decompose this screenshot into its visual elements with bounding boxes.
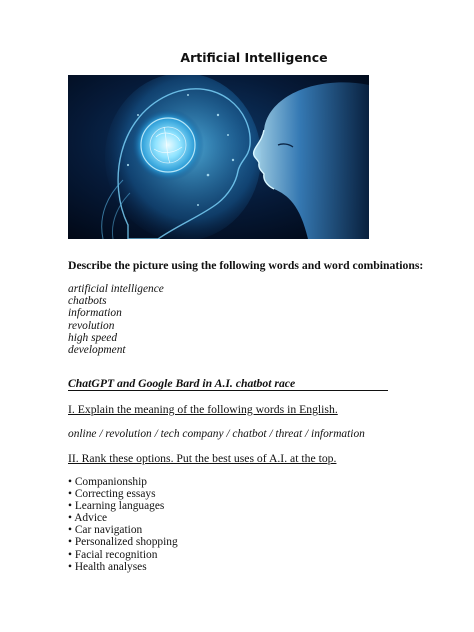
ranking-option: • Learning languages (68, 500, 165, 513)
ranking-option: • Companionship (68, 476, 147, 488)
section-heading: ChatGPT and Google Bard in A.I. chatbot race (68, 377, 388, 391)
ranking-option: • Facial recognition (68, 548, 158, 561)
task-1-word-list: online / revolution / tech company / chatbot / threat / information (68, 428, 365, 440)
vocabulary-item: revolution (68, 319, 115, 332)
vocabulary-item: chatbots (68, 295, 107, 308)
vocabulary-item: high speed (68, 331, 118, 344)
ranking-option: • Advice (68, 512, 108, 525)
ai-illustration-image (68, 75, 369, 239)
vocabulary-item: artificial intelligence (68, 283, 164, 295)
task-2-prompt: II. Rank these options. Put the best uses of A.I. at the top. (68, 452, 337, 465)
ranking-option: • Health analyses (68, 560, 147, 573)
ranking-option: • Car navigation (68, 524, 143, 537)
document-title: Artificial Intelligence (180, 50, 328, 65)
ai-faces-illustration (68, 75, 369, 239)
ranking-option: • Correcting essays (68, 488, 156, 501)
instruction-heading: Describe the picture using the following words and word combinations: (68, 259, 424, 272)
ranking-options-list (68, 476, 178, 573)
vocabulary-item: information (68, 307, 122, 320)
ranking-option: • Personalized shopping (68, 536, 178, 549)
task-1-prompt: I. Explain the meaning of the following words in English. (68, 403, 338, 416)
vocabulary-list (68, 283, 164, 356)
vocabulary-item: development (68, 344, 126, 357)
